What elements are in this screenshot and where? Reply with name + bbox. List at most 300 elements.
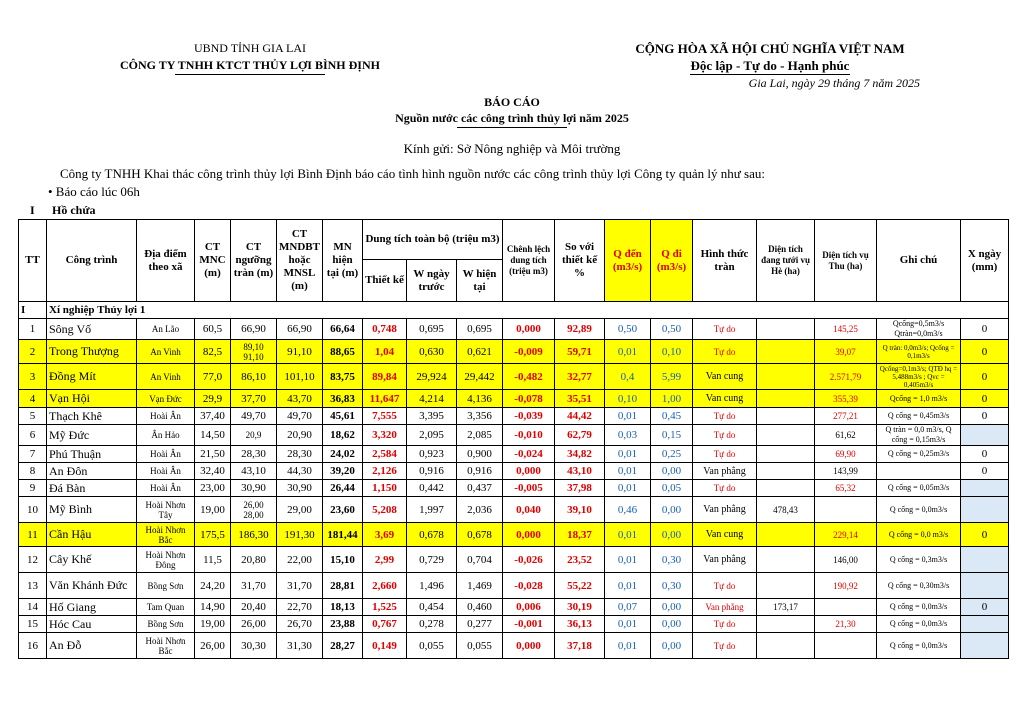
x-ngay-cell [961,573,1009,599]
chenh-lech-cell: 0,040 [503,497,555,523]
x-ngay-cell [961,616,1009,633]
thiet-ke-cell: 1,150 [363,480,407,497]
chenh-lech-cell: -0,001 [503,616,555,633]
dien-tich-he-cell [757,446,815,463]
tran-cell: 20,40 [231,599,277,616]
hinh-thuc-cell: Van phẳng [693,497,757,523]
tt-cell: 13 [19,573,47,599]
group-name: Xí nghiệp Thủy lợi 1 [47,302,1009,319]
x-ngay-cell [961,633,1009,659]
location-cell: Vạn Đức [137,390,195,408]
col-dia-diem: Địa điểm theo xã [137,220,195,302]
col-q-di: Q đi (m3/s) [651,220,693,302]
so-voi-cell: 37,18 [555,633,605,659]
tt-cell: 1 [19,319,47,340]
hinh-thuc-cell: Tự do [693,340,757,364]
table-row [19,599,1009,616]
x-ngay-cell: 0 [961,523,1009,547]
tran-cell: 86,10 [231,364,277,390]
thiet-ke-cell: 7,555 [363,408,407,425]
name-cell: Sông Vố [47,319,137,340]
title-line2: Nguồn nước các công trình thủy lợi năm 2025 [395,111,629,125]
x-ngay-cell: 0 [961,340,1009,364]
mndbt-cell: 44,30 [277,463,323,480]
w-hien-cell: 2,036 [457,497,503,523]
tran-cell: 37,70 [231,390,277,408]
divider [175,74,325,75]
mndbt-cell: 31,30 [277,633,323,659]
hinh-thuc-cell: Tự do [693,446,757,463]
report-time: • Báo cáo lúc 06h [48,184,140,199]
name-cell: Đồng Mít [47,364,137,390]
col-thiet-ke: Thiết kế [363,260,407,302]
thiet-ke-cell: 2,99 [363,547,407,573]
table-row [19,547,1009,573]
mn-cell: 18,13 [323,599,363,616]
name-cell: Thạch Khê [47,408,137,425]
name-cell: Cần Hậu [47,523,137,547]
w-truoc-cell: 0,055 [407,633,457,659]
w-hien-cell: 0,437 [457,480,503,497]
hinh-thuc-cell: Tự do [693,573,757,599]
col-q-den: Q đến (m3/s) [605,220,651,302]
col-ct-mndbt: CT MNDBT hoặc MNSL (m) [277,220,323,302]
w-hien-cell: 1,469 [457,573,503,599]
mnc-cell: 175,5 [195,523,231,547]
tt-cell: 12 [19,547,47,573]
name-cell: Văn Khánh Đức [47,573,137,599]
q-den-cell: 0,50 [605,319,651,340]
tran-cell: 31,70 [231,573,277,599]
ghi-chu-cell: Q cống = 0,25m3/s [877,446,961,463]
dien-tich-he-cell [757,340,815,364]
q-di-cell: 1,00 [651,390,693,408]
thiet-ke-cell: 89,84 [363,364,407,390]
location-cell: Hoài Nhơn Tây [137,497,195,523]
location-cell: Bồng Sơn [137,573,195,599]
location-cell: Bồng Sơn [137,616,195,633]
tt-cell: 10 [19,497,47,523]
mn-cell: 24,02 [323,446,363,463]
dien-tich-he-cell: 478,43 [757,497,815,523]
col-mn-hien-tai: MN hiện tại (m) [323,220,363,302]
q-den-cell: 0,01 [605,340,651,364]
mndbt-cell: 49,70 [277,408,323,425]
name-cell: Mỹ Đức [47,425,137,446]
tran-cell: 26,00 28,00 [231,497,277,523]
w-hien-cell: 4,136 [457,390,503,408]
location-cell: Hoài Ân [137,408,195,425]
ghi-chu-cell: Qcống=0,5m3/s Qtràn=0,0m3/s [877,319,961,340]
w-truoc-cell: 3,395 [407,408,457,425]
mn-cell: 28,27 [323,633,363,659]
q-di-cell: 0,00 [651,463,693,480]
hinh-thuc-cell: Tự do [693,408,757,425]
w-truoc-cell: 0,630 [407,340,457,364]
table-row [19,480,1009,497]
ghi-chu-cell: Q tràn: 0,0m3/s; Qcống = 0,1m3/s [877,340,961,364]
mnc-cell: 19,00 [195,497,231,523]
location-cell: An Lão [137,319,195,340]
ghi-chu-cell: Q cống = 0,0m3/s [877,616,961,633]
col-cong-trinh: Công trình [47,220,137,302]
so-voi-cell: 92,89 [555,319,605,340]
tt-cell: 8 [19,463,47,480]
x-ngay-cell: 0 [961,463,1009,480]
so-voi-cell: 55,22 [555,573,605,599]
chenh-lech-cell: -0,010 [503,425,555,446]
dien-tich-he-cell [757,523,815,547]
so-voi-cell: 37,98 [555,480,605,497]
dien-tich-thu-cell: 190,92 [815,573,877,599]
q-den-cell: 0,10 [605,390,651,408]
col-chenh-lech: Chênh lệch dung tích (triệu m3) [503,220,555,302]
tt-cell: 6 [19,425,47,446]
mndbt-cell: 28,30 [277,446,323,463]
tran-cell: 89,10 91,10 [231,340,277,364]
dien-tich-thu-cell: 65,32 [815,480,877,497]
col-ct-mnc: CT MNC (m) [195,220,231,302]
mndbt-cell: 29,00 [277,497,323,523]
w-truoc-cell: 0,916 [407,463,457,480]
q-di-cell: 0,00 [651,616,693,633]
x-ngay-cell: 0 [961,408,1009,425]
chenh-lech-cell: -0,039 [503,408,555,425]
mnc-cell: 24,20 [195,573,231,599]
col-w-ngay-truoc: W ngày trước [407,260,457,302]
recipient: Kính gửi: Sở Nông nghiệp và Môi trường [403,141,621,156]
tran-cell: 43,10 [231,463,277,480]
q-di-cell: 0,45 [651,408,693,425]
mn-cell: 88,65 [323,340,363,364]
name-cell: Đá Bàn [47,480,137,497]
x-ngay-cell: 0 [961,390,1009,408]
dien-tich-he-cell [757,616,815,633]
w-truoc-cell: 1,496 [407,573,457,599]
tran-cell: 28,30 [231,446,277,463]
dien-tich-thu-cell [815,599,877,616]
hinh-thuc-cell: Van cung [693,364,757,390]
mn-cell: 39,20 [323,463,363,480]
mnc-cell: 37,40 [195,408,231,425]
dien-tich-thu-cell: 143,99 [815,463,877,480]
col-dung-tich: Dung tích toàn bộ (triệu m3) [363,220,503,260]
location-cell: Ân Hảo [137,425,195,446]
ghi-chu-cell: Qcống = 1,0 m3/s [877,390,961,408]
dien-tich-he-cell [757,480,815,497]
ghi-chu-cell: Q cống = 0,0m3/s [877,497,961,523]
ghi-chu-cell: Q cống = 0,3m3/s [877,547,961,573]
q-di-cell: 0,05 [651,480,693,497]
dien-tich-thu-cell: 277,21 [815,408,877,425]
name-cell: An Đỗ [47,633,137,659]
thiet-ke-cell: 3,69 [363,523,407,547]
location-cell: Hoài Ân [137,463,195,480]
col-ct-nguong-tran: CT ngưỡng tràn (m) [231,220,277,302]
dien-tich-he-cell [757,319,815,340]
mn-cell: 83,75 [323,364,363,390]
table-row [19,633,1009,659]
q-den-cell: 0,46 [605,497,651,523]
ghi-chu-cell [877,463,961,480]
name-cell: An Đôn [47,463,137,480]
table-row [19,340,1009,364]
w-hien-cell: 0,277 [457,616,503,633]
tt-cell: 3 [19,364,47,390]
hinh-thuc-cell: Tự do [693,616,757,633]
chenh-lech-cell: 0,000 [503,319,555,340]
q-den-cell: 0,01 [605,446,651,463]
tt-cell: 15 [19,616,47,633]
dien-tich-he-cell [757,573,815,599]
table-row [19,408,1009,425]
q-di-cell: 0,00 [651,497,693,523]
tran-cell: 20,9 [231,425,277,446]
x-ngay-cell: 0 [961,364,1009,390]
chenh-lech-cell: -0,078 [503,390,555,408]
location-cell: Hoài Ân [137,480,195,497]
mnc-cell: 26,00 [195,633,231,659]
mndbt-cell: 91,10 [277,340,323,364]
tran-cell: 30,30 [231,633,277,659]
mndbt-cell: 26,70 [277,616,323,633]
q-den-cell: 0,4 [605,364,651,390]
q-di-cell: 0,00 [651,599,693,616]
thiet-ke-cell: 0,748 [363,319,407,340]
so-voi-cell: 34,82 [555,446,605,463]
chenh-lech-cell: 0,000 [503,463,555,480]
mn-cell: 66,64 [323,319,363,340]
table-row [19,390,1009,408]
x-ngay-cell [961,425,1009,446]
header-right [560,40,980,92]
header-left [60,40,440,75]
thiet-ke-cell: 2,584 [363,446,407,463]
tran-cell: 186,30 [231,523,277,547]
q-den-cell: 0,01 [605,633,651,659]
mndbt-cell: 31,70 [277,573,323,599]
company-name: CÔNG TY TNHH KTCT THỦY LỢI BÌNH ĐỊNH [120,58,380,72]
w-truoc-cell: 2,095 [407,425,457,446]
ghi-chu-cell: Q cống = 0,0m3/s [877,633,961,659]
dien-tich-thu-cell [815,633,877,659]
ghi-chu-cell: Q tràn = 0,0 m3/s, Q cống = 0,15m3/s [877,425,961,446]
w-truoc-cell: 0,678 [407,523,457,547]
w-truoc-cell: 0,454 [407,599,457,616]
hinh-thuc-cell: Van cung [693,390,757,408]
name-cell: Vạn Hội [47,390,137,408]
q-di-cell: 0,30 [651,573,693,599]
mn-cell: 36,83 [323,390,363,408]
mnc-cell: 23,00 [195,480,231,497]
mn-cell: 28,81 [323,573,363,599]
x-ngay-cell: 0 [961,319,1009,340]
divider [457,127,567,128]
section-heading [30,203,96,218]
dien-tich-thu-cell: 2.571,79 [815,364,877,390]
so-voi-cell: 59,71 [555,340,605,364]
intro-text: Công ty TNHH Khai thác công trình thủy lợi Bình Định báo cáo tình hình nguồn nước các công trình thủy lợi Công ty quản lý như sau: [60,166,765,181]
hinh-thuc-cell: Tự do [693,319,757,340]
w-hien-cell: 0,916 [457,463,503,480]
mn-cell: 23,88 [323,616,363,633]
q-den-cell: 0,01 [605,547,651,573]
chenh-lech-cell: -0,026 [503,547,555,573]
col-tt: TT [19,220,47,302]
col-x-ngay: X ngày (mm) [961,220,1009,302]
table-row [19,523,1009,547]
so-voi-cell: 35,51 [555,390,605,408]
mn-cell: 18,62 [323,425,363,446]
x-ngay-cell: 0 [961,599,1009,616]
mndbt-cell: 30,90 [277,480,323,497]
w-truoc-cell: 0,442 [407,480,457,497]
location-cell: Hoài Ân [137,446,195,463]
w-hien-cell: 0,695 [457,319,503,340]
q-di-cell: 0,10 [651,340,693,364]
table-row [19,319,1009,340]
thiet-ke-cell: 5,208 [363,497,407,523]
dien-tich-thu-cell: 61,62 [815,425,877,446]
hinh-thuc-cell: Van phẳng [693,547,757,573]
tt-cell: 7 [19,446,47,463]
ghi-chu-cell: Qcống=0,1m3/s; QTĐ hq = 5,488m3/s ; Qvc = 0,405m3/s [877,364,961,390]
tran-cell: 20,80 [231,547,277,573]
w-hien-cell: 0,621 [457,340,503,364]
mnc-cell: 82,5 [195,340,231,364]
dien-tich-he-cell [757,425,815,446]
chenh-lech-cell: -0,028 [503,573,555,599]
ghi-chu-cell: Q cống = 0,30m3/s [877,573,961,599]
mnc-cell: 11,5 [195,547,231,573]
so-voi-cell: 62,79 [555,425,605,446]
so-voi-cell: 32,77 [555,364,605,390]
ghi-chu-cell: Q cống = 0,45m3/s [877,408,961,425]
q-di-cell: 0,00 [651,523,693,547]
so-voi-cell: 39,10 [555,497,605,523]
mnc-cell: 32,40 [195,463,231,480]
dien-tich-thu-cell [815,497,877,523]
w-truoc-cell: 0,695 [407,319,457,340]
tt-cell: 5 [19,408,47,425]
thiet-ke-cell: 0,149 [363,633,407,659]
w-truoc-cell: 29,924 [407,364,457,390]
tran-cell: 30,90 [231,480,277,497]
mn-cell: 15,10 [323,547,363,573]
mn-cell: 23,60 [323,497,363,523]
w-hien-cell: 2,085 [457,425,503,446]
q-den-cell: 0,01 [605,463,651,480]
location-cell: Hoài Nhơn Bắc [137,633,195,659]
mn-cell: 45,61 [323,408,363,425]
dien-tich-he-cell [757,390,815,408]
table-row [19,425,1009,446]
thiet-ke-cell: 0,767 [363,616,407,633]
dien-tich-thu-cell: 145,25 [815,319,877,340]
q-den-cell: 0,07 [605,599,651,616]
w-truoc-cell: 4,214 [407,390,457,408]
location-cell: Hoài Nhơn Đông [137,547,195,573]
q-di-cell: 0,15 [651,425,693,446]
w-hien-cell: 0,900 [457,446,503,463]
tran-cell: 49,70 [231,408,277,425]
group-number: I [19,302,47,319]
q-den-cell: 0,01 [605,408,651,425]
mnc-cell: 19,00 [195,616,231,633]
dien-tich-thu-cell: 355,39 [815,390,877,408]
so-voi-cell: 23,52 [555,547,605,573]
q-di-cell: 5,99 [651,364,693,390]
table-row [19,364,1009,390]
mndbt-cell: 66,90 [277,319,323,340]
report-title [0,94,1024,128]
name-cell: Hố Giang [47,599,137,616]
location-cell: Hoài Nhơn Bắc [137,523,195,547]
dien-tich-thu-cell: 21,30 [815,616,877,633]
col-hinh-thuc: Hình thức tràn [693,220,757,302]
table-row [19,573,1009,599]
hinh-thuc-cell: Van phẳng [693,463,757,480]
mndbt-cell: 191,30 [277,523,323,547]
dien-tich-thu-cell: 39,07 [815,340,877,364]
name-cell: Phú Thuận [47,446,137,463]
w-hien-cell: 0,055 [457,633,503,659]
tt-cell: 9 [19,480,47,497]
dien-tich-thu-cell: 229,14 [815,523,877,547]
chenh-lech-cell: 0,000 [503,523,555,547]
q-di-cell: 0,00 [651,633,693,659]
tran-cell: 66,90 [231,319,277,340]
chenh-lech-cell: 0,000 [503,633,555,659]
location-cell: An Vinh [137,340,195,364]
ghi-chu-cell: Q cống = 0,0 m3/s [877,523,961,547]
hinh-thuc-cell: Tự do [693,425,757,446]
mnc-cell: 77,0 [195,364,231,390]
thiet-ke-cell: 1,525 [363,599,407,616]
so-voi-cell: 44,42 [555,408,605,425]
group-row [19,302,1009,319]
w-truoc-cell: 0,729 [407,547,457,573]
mnc-cell: 14,90 [195,599,231,616]
thiet-ke-cell: 2,660 [363,573,407,599]
chenh-lech-cell: -0,005 [503,480,555,497]
thiet-ke-cell: 3,320 [363,425,407,446]
chenh-lech-cell: 0,006 [503,599,555,616]
w-truoc-cell: 0,923 [407,446,457,463]
x-ngay-cell: 0 [961,446,1009,463]
thiet-ke-cell: 11,647 [363,390,407,408]
agency-name: UBND TỈNH GIA LAI [193,41,307,55]
mndbt-cell: 43,70 [277,390,323,408]
col-w-hien-tai: W hiện tại [457,260,503,302]
mndbt-cell: 20,90 [277,425,323,446]
mnc-cell: 60,5 [195,319,231,340]
so-voi-cell: 36,13 [555,616,605,633]
tt-cell: 4 [19,390,47,408]
dien-tich-he-cell [757,408,815,425]
tran-cell: 26,00 [231,616,277,633]
q-di-cell: 0,25 [651,446,693,463]
thiet-ke-cell: 2,126 [363,463,407,480]
q-den-cell: 0,01 [605,523,651,547]
hinh-thuc-cell: Van phẳng [693,599,757,616]
dien-tich-thu-cell: 146,00 [815,547,877,573]
report-date: Gia Lai, ngày 29 tháng 7 năm 2025 [748,76,920,90]
w-truoc-cell: 0,278 [407,616,457,633]
q-di-cell: 0,50 [651,319,693,340]
dien-tich-he-cell [757,364,815,390]
q-den-cell: 0,01 [605,616,651,633]
